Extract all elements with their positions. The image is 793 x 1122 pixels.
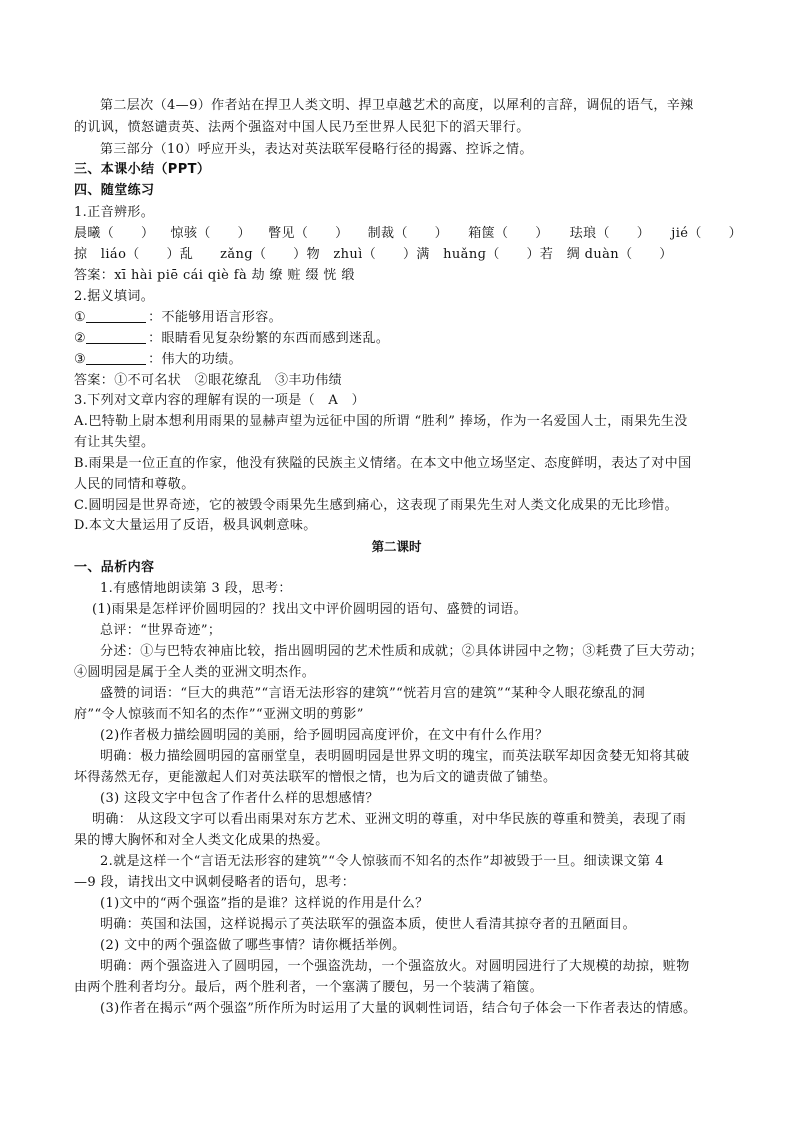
section-heading: 三、本课小结（PPT） xyxy=(74,162,211,177)
paragraph-line: 由两个胜利者均分。最后，两个胜利者，一个塞满了腰包，另一个装满了箱箧。 xyxy=(74,980,544,995)
paragraph-line: —9 段，请找出文中讽刺侵略者的语句，思考： xyxy=(74,875,356,890)
definition-text: ：伟大的功绩。 xyxy=(148,352,242,367)
pinyin-item: 晨曦（ ） xyxy=(74,226,155,241)
definition-text: ：不能够用语言形容。 xyxy=(148,310,283,325)
paragraph-line: 明确： 从这段文字可以看出雨果对东方艺术、亚洲文明的尊重，对中华民族的尊重和赞美，表现了雨 xyxy=(92,812,687,827)
paragraph-line: (1)文中的“两个强盗”指的是谁？这样说的作用是什么？ xyxy=(100,896,429,911)
option-line: 有让其失望。 xyxy=(74,435,155,450)
paragraph-line: (2)作者极力描绘圆明园的美丽，给予圆明园高度评价，在文中有什么作用？ xyxy=(100,728,549,743)
paragraph-line: 分述：①与巴特农神庙比较，指出圆明园的艺术性质和成就；②具体讲园中之物；③耗费了巨大劳动； xyxy=(100,644,704,659)
paragraph-line: 明确：极力描绘圆明园的富丽堂皇，表明圆明园是世界文明的瑰宝，而英法联军却因贪婪无知将其破 xyxy=(100,749,690,764)
pinyin-row-2: 掠 liáo（ ）乱 zǎnɡ（ ）物 zhuì（ ）满 huǎnɡ（ ）若 绸 duàn（ ） xyxy=(74,247,673,262)
fill-blank-line xyxy=(74,308,734,328)
fill-blank-line xyxy=(74,329,734,349)
paragraph-line: 明确：两个强盗进入了圆明园，一个强盗洗劫，一个强盗放火。对圆明园进行了大规模的劫掠，赃物 xyxy=(100,959,690,974)
lesson-title: 第二课时 xyxy=(371,539,422,554)
paragraph-line: 的讥讽，愤怒谴责英、法两个强盗对中国人民乃至世界人民犯下的滔天罪行。 xyxy=(74,120,530,135)
option-line: D.本文大量运用了反语，极具讽刺意味。 xyxy=(74,518,317,533)
item-number: ① xyxy=(74,310,87,325)
pinyin-item: 瞥见（ ） xyxy=(268,226,349,241)
option-line: 人民的同情和尊敬。 xyxy=(74,477,195,492)
blank-underline xyxy=(86,329,146,344)
paragraph-line: 果的博大胸怀和对全人类文化成果的热爱。 xyxy=(74,833,329,848)
pinyin-item: 惊骇（ ） xyxy=(170,226,251,241)
blank-underline xyxy=(86,308,146,323)
pinyin-item: 箱箧（ ） xyxy=(468,226,549,241)
answer-line: 答案：xī hài piē cái qiè fà 劫 缭 赃 缀 恍 缎 xyxy=(74,268,355,283)
paragraph-line: 总评：“世界奇迹”； xyxy=(100,623,222,638)
paragraph-line: (1)雨果是怎样评价圆明园的？找出文中评价圆明园的语句、盛赞的词语。 xyxy=(92,602,528,617)
paragraph-line: ④圆明园是属于全人类的亚洲文明杰作。 xyxy=(74,665,316,680)
option-line: A.巴特勒上尉本想利用雨果的显赫声望为远征中国的所谓 “胜利” 捧场，作为一名爱国人士，雨果先生没 xyxy=(74,414,688,429)
paragraph-line: 府”“令人惊骇而不知名的杰作”“亚洲文明的剪影” xyxy=(74,707,364,722)
paragraph-line: 第三部分（10）呼应开头，表达对英法联军侵略行径的揭露、控诉之情。 xyxy=(100,142,533,157)
section-heading: 四、随堂练习 xyxy=(74,183,155,198)
pinyin-item: jié（ ） xyxy=(671,226,742,241)
paragraph-line: (3)作者在揭示“两个强盗”所作所为时运用了大量的讽刺性词语，结合句子体会一下作者表达的情感。 xyxy=(100,1001,697,1016)
option-line: C.圆明园是世界奇迹，它的被毁令雨果先生感到痛心，这表现了雨果先生对人类文化成果的无比珍惜。 xyxy=(74,498,679,513)
paragraph-line: 明确：英国和法国，这样说揭示了英法联军的强盗本质，使世人看清其掠夺者的丑陋面目。 xyxy=(100,917,637,932)
item-number: ② xyxy=(74,331,87,346)
paragraph-line: 坏得荡然无存，更能激起人们对英法联军的憎恨之情，也为后文的谴责做了铺垫。 xyxy=(74,770,557,785)
question-title: 1.正音辨形。 xyxy=(74,205,155,220)
paragraph-line: 2.就是这样一个“言语无法形容的建筑”“令人惊骇而不知名的杰作”却被毁于一旦。细读课文第 4 xyxy=(100,854,664,869)
item-number: ③ xyxy=(74,352,87,367)
blank-underline xyxy=(86,350,146,365)
answer-line: 答案：①不可名状 ②眼花缭乱 ③丰功伟绩 xyxy=(74,373,343,388)
option-line: B.雨果是一位正直的作家，他没有狭隘的民族主义情绪。在本文中他立场坚定、态度鲜明，表达了对中国 xyxy=(74,456,692,471)
paragraph-line: (3) 这段文字中包含了作者什么样的思想感情？ xyxy=(100,791,379,806)
section-heading: 一、品析内容 xyxy=(74,560,155,575)
pinyin-row-1 xyxy=(74,224,742,244)
question-title: 3.下列对文章内容的理解有误的一项是（ A ） xyxy=(74,393,365,408)
pinyin-item: 珐琅（ ） xyxy=(569,226,651,241)
question-title: 2.据义填词。 xyxy=(74,289,155,304)
definition-text: ：眼睛看见复杂纷繁的东西而感到迷乱。 xyxy=(148,331,390,346)
pinyin-item: 制裁（ ） xyxy=(367,226,449,241)
paragraph-line: 1.有感情地朗读第 3 段，思考： xyxy=(100,581,292,596)
paragraph-line: 盛赞的词语：“巨大的典范”“言语无法形容的建筑”“恍若月宫的建筑”“某种令人眼花缭乱的洞 xyxy=(100,686,646,701)
paragraph-line: (2) 文中的两个强盗做了哪些事情？请你概括举例。 xyxy=(100,938,406,953)
paragraph-line: 第二层次（4—9）作者站在捍卫人类文明、捍卫卓越艺术的高度，以犀利的言辞，调侃的语气，辛辣 xyxy=(100,98,694,113)
fill-blank-line xyxy=(74,350,734,370)
